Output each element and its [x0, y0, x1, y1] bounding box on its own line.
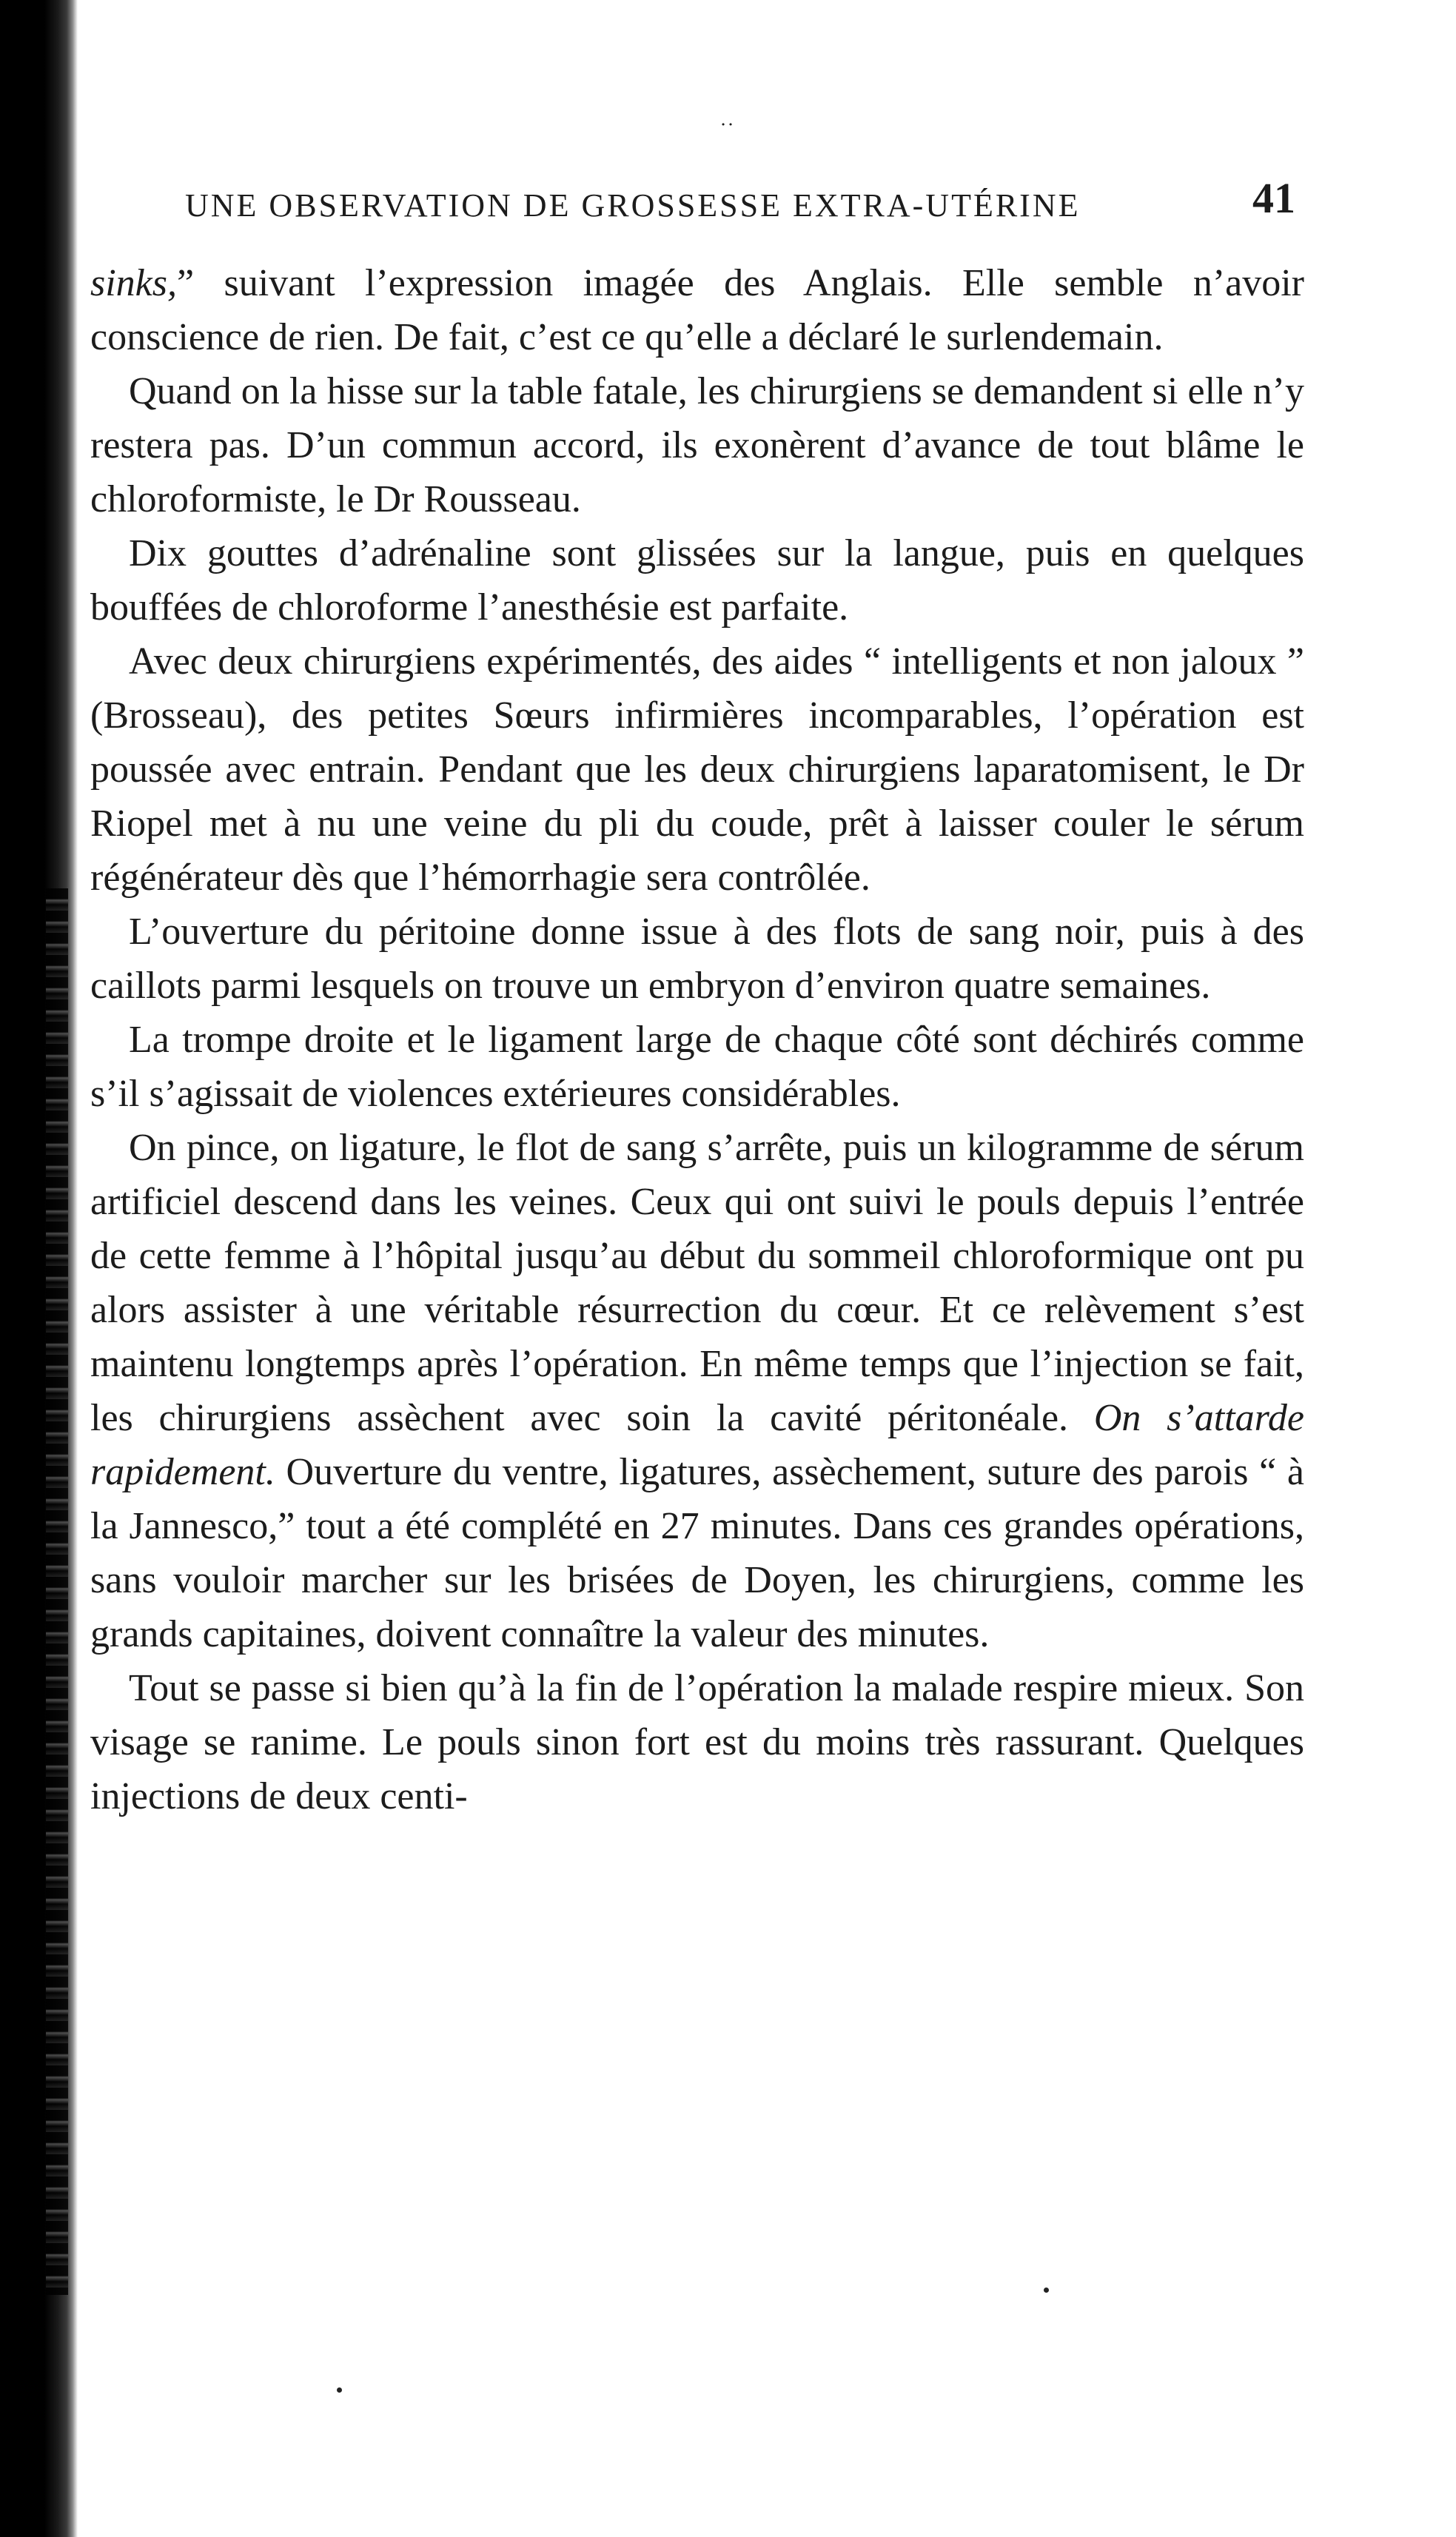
paragraph-text: Quand on la hisse sur la table fatale, les chirurgiens se demandent si elle n’y restera pas. D’un commun accord, ils exonèrent d’avance de tout blâme le chloroformiste, le Dr Rousseau.: [90, 370, 1304, 520]
scan-speck: [1044, 2288, 1049, 2293]
paragraph-4: [90, 634, 1304, 905]
paragraph-5: [90, 905, 1304, 1013]
italic-phrase: On s’attarde rapidement.: [90, 1397, 1305, 1493]
paragraph-text: La trompe droite et le ligament large de chaque côté sont déchirés comme s’il s’agissait de violences extérieures considérables.: [90, 1019, 1304, 1115]
paragraph-text: On pince, on ligature, le flot de sang s’arrête, puis un kilogramme de sérum artificiel descend dans les veines. Ceux qui ont suivi le pouls depuis l’entrée de cette femme à l’hôpital jusqu’au début du sommeil chloroformique ont pu alors assister à une véritable résurrection du cœur. Et ce relèvement s’est maintenu longtemps après l’opération. En même temps que l’injection se fait, les chirurgiens assèchent avec soin la cavité péritonéale.: [90, 1127, 1304, 1439]
paragraph-text: Tout se passe si bien qu’à la fin de l’opération la malade respire mieux. Son visage se ranime. Le pouls sinon fort est du moins très rassurant. Quelques injections de deux centi-: [90, 1667, 1304, 1817]
page-binding-shadow: [46, 888, 68, 2295]
scan-artifact: ˙˙: [719, 118, 734, 143]
italic-term: sinks,: [90, 262, 177, 304]
paragraph-text: L’ouverture du péritoine donne issue à des flots de sang noir, puis à des caillots parmi lesquels on trouve un embryon d’environ quatre semaines.: [90, 911, 1304, 1007]
running-head: [90, 118, 1304, 244]
scan-speck: [337, 2387, 342, 2393]
paragraph-text: Dix gouttes d’adrénaline sont glissées sur la langue, puis en quelques bouffées de chloroforme l’anesthésie est parfaite.: [90, 532, 1304, 629]
paragraph-text: Avec deux chirurgiens expérimentés, des aides “ intelligents et non jaloux ” (Brosseau), des petites Sœurs infirmières incomparables, l’opération est poussée avec entrain. Pendant que les deux chirurgiens laparatomisent, le Dr Riopel met à nu une veine du pli du coude, prêt à laisser couler le sérum régénérateur dès que l’hémorrhagie sera contrôlée.: [90, 640, 1304, 899]
paragraph-text-continued: Ouverture du ventre, ligatures, assèchement, suture des parois “ à la Jannesco,” tout a été complété en 27 minutes. Dans ces grandes opérations, sans vouloir marcher sur les brisées de Doyen, les chirurgiens, comme les grands capitaines, doivent connaître la valeur des minutes.: [90, 1451, 1304, 1655]
paragraph-7: [90, 1121, 1304, 1661]
paragraph-text: ” suivant l’expression imagée des Anglais. Elle semble n’avoir conscience de rien. De fait, c’est ce qu’elle a déclaré le surlendemain.: [90, 262, 1304, 358]
paragraph-3: [90, 526, 1304, 634]
book-page: [90, 104, 1304, 1823]
paragraph-8: [90, 1661, 1304, 1823]
paragraph-6: [90, 1013, 1304, 1121]
body-text: [90, 256, 1304, 1823]
paragraph-1: [90, 256, 1304, 364]
paragraph-2: [90, 364, 1304, 526]
page-number: 41: [1252, 174, 1295, 222]
running-title: UNE OBSERVATION DE GROSSESSE EXTRA-UTÉRINE: [185, 187, 1081, 224]
